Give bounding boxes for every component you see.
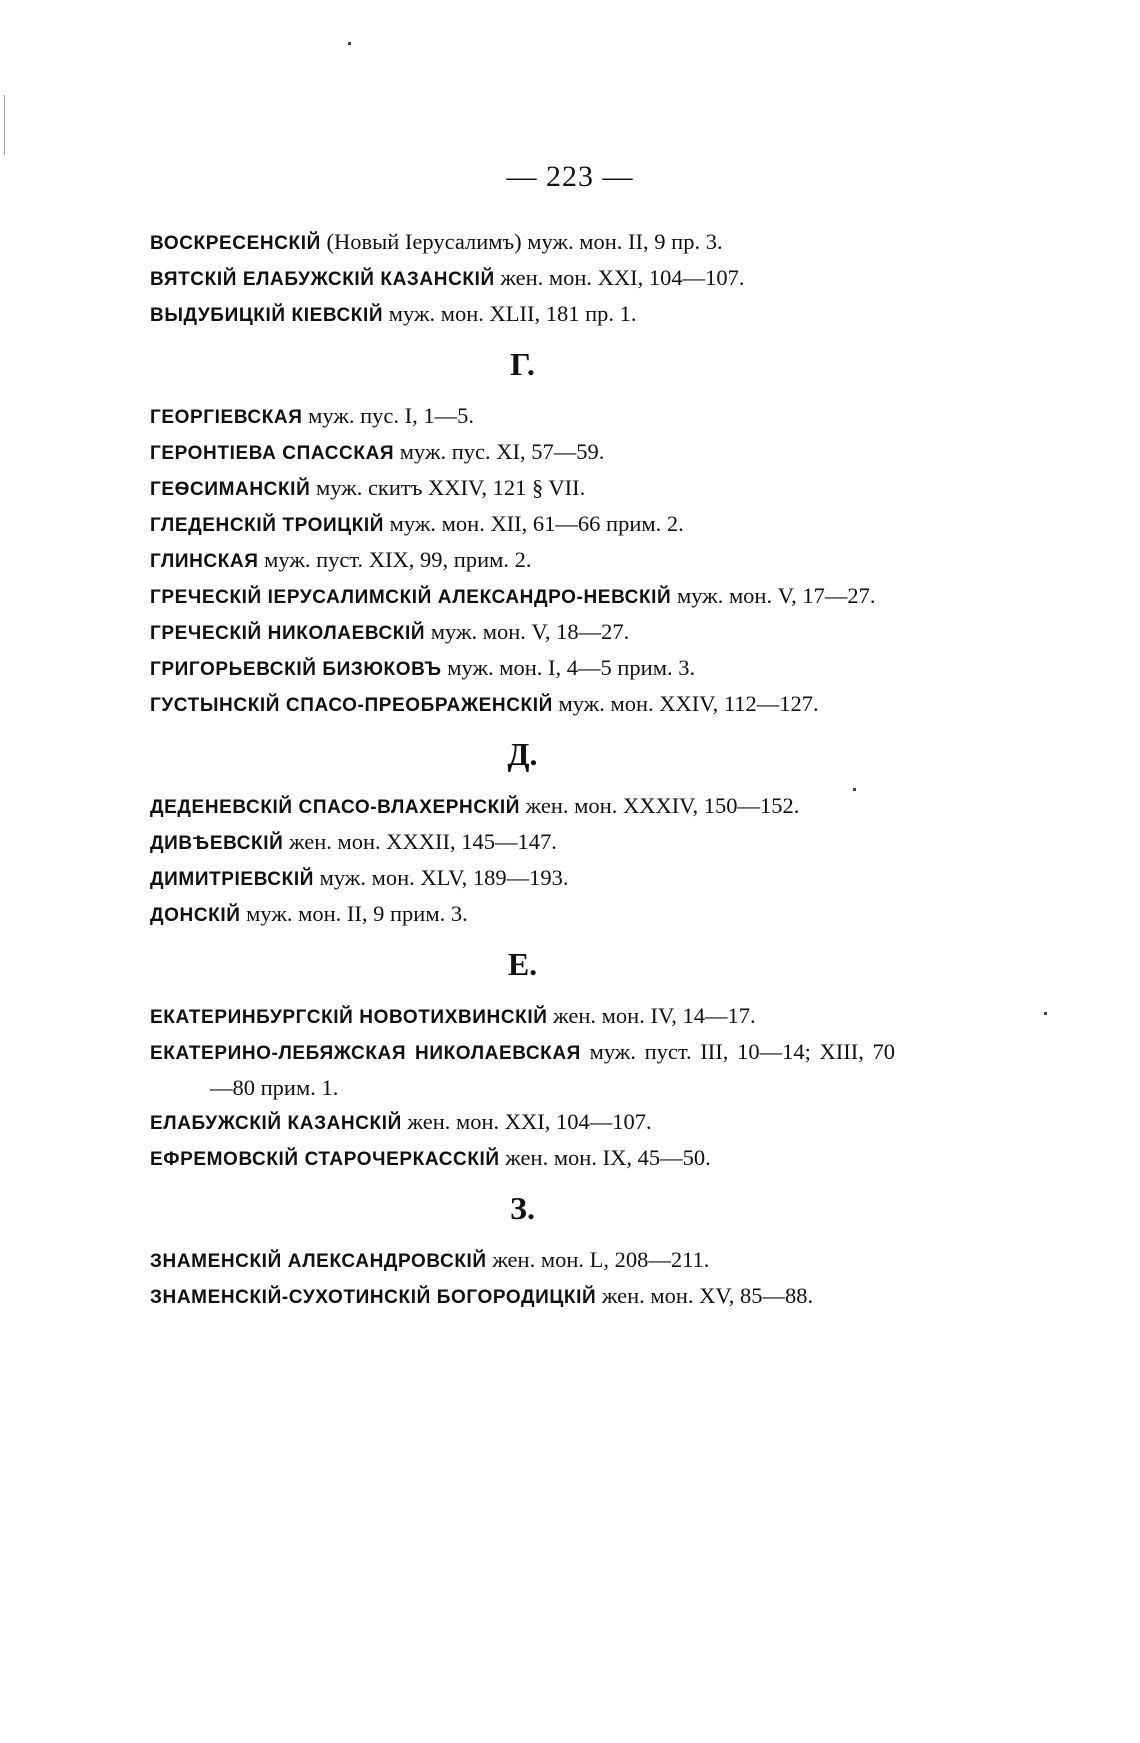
entry-description: жен. мон. IV, 14—17.: [547, 1003, 756, 1028]
index-entry: [150, 1035, 895, 1105]
index-entry: [150, 1105, 895, 1141]
index-entry: [150, 297, 895, 333]
entry-name: ВОСКРЕСЕНСКІЙ: [150, 233, 321, 254]
entry-description: жен. мон. XXXII, 145—147.: [283, 829, 557, 854]
index-entry: [150, 225, 895, 261]
entry-name: ГРЕЧЕСКІЙ ІЕРУСАЛИМСКІЙ АЛЕКСАНДРО-НЕВСКІЙ: [150, 587, 672, 608]
entry-description: жен. мон. XXI, 104—107.: [494, 265, 745, 290]
index-section: [150, 225, 895, 333]
index-entry: [150, 687, 895, 723]
section-letter-heading: З.: [510, 1190, 535, 1226]
entry-description: муж. пус. XI, 57—59.: [394, 439, 605, 464]
index-entry: [150, 1279, 895, 1315]
entry-description: жен. мон. XXXIV, 150—152.: [520, 793, 800, 818]
index-entry: [150, 651, 895, 687]
section-letter-heading: Д.: [507, 736, 538, 772]
index-entry: [150, 789, 895, 825]
entry-description: муж. мон. V, 18—27.: [425, 619, 630, 644]
entry-name: ВЫДУБИЦКІЙ КІЕВСКІЙ: [150, 305, 384, 326]
entry-description: муж. мон. XLII, 181 пр. 1.: [383, 301, 637, 326]
entry-description: муж. мон. I, 4—5 прим. 3.: [441, 655, 696, 680]
entry-name: ГРЕЧЕСКІЙ НИКОЛАЕВСКІЙ: [150, 623, 426, 644]
entry-description: жен. мон. L, 208—211.: [486, 1247, 710, 1272]
index-entry: [150, 471, 895, 507]
index-content: [150, 225, 895, 1315]
entry-name: ГУСТЫНСКІЙ СПАСО-ПРЕОБРАЖЕНСКІЙ: [150, 695, 553, 716]
entry-name: ГЛЕДЕНСКІЙ ТРОИЦКІЙ: [150, 515, 385, 536]
index-entry: [150, 543, 895, 579]
entry-description: муж. мон. XXIV, 112—127.: [552, 691, 819, 716]
entry-description: жен. мон. XXI, 104—107.: [401, 1109, 652, 1134]
index-entry: [150, 861, 895, 897]
index-entry: [150, 615, 895, 651]
index-section: [150, 347, 895, 723]
entry-description: муж. мон. XII, 61—66 прим. 2.: [384, 511, 684, 536]
scan-dot: [1044, 1012, 1047, 1015]
index-entry: [150, 1141, 895, 1177]
entry-description: муж. мон. XLV, 189—193.: [313, 865, 569, 890]
entry-name: ГЛИНСКАЯ: [150, 551, 259, 572]
entry-name: ГРИГОРЬЕВСКІЙ БИЗЮКОВЪ: [150, 659, 442, 680]
index-section: [150, 1191, 895, 1315]
entry-name: ДИВѢЕВСКІЙ: [150, 833, 284, 854]
entry-name: ЕКАТЕРИНБУРГСКІЙ НОВОТИХВИНСКІЙ: [150, 1007, 548, 1028]
entry-name: ДИМИТРІЕВСКІЙ: [150, 869, 314, 890]
entry-description: жен. мон. XV, 85—88.: [596, 1283, 814, 1308]
entry-description: (Новый Іерусалимъ) муж. мон. II, 9 пр. 3.: [320, 229, 723, 254]
entry-name: ЗНАМЕНСКІЙ-СУХОТИНСКІЙ БОГОРОДИЦКІЙ: [150, 1287, 597, 1308]
entry-description: жен. мон. IX, 45—50.: [499, 1145, 711, 1170]
entry-description: муж. пус. I, 1—5.: [302, 403, 475, 428]
entry-description: муж. пуст. XIX, 99, прим. 2.: [258, 547, 532, 572]
scan-dot: [348, 42, 351, 45]
entry-description: муж. скитъ XXIV, 121 § VII.: [310, 475, 586, 500]
entry-name: ГЕОРГІЕВСКАЯ: [150, 407, 303, 428]
scan-edge-line: [4, 95, 5, 155]
index-entry: [150, 1243, 895, 1279]
entry-name: ГЕРОНТІЕВА СПАССКАЯ: [150, 443, 395, 464]
index-entry: [150, 261, 895, 297]
entry-name: ГЕѲСИМАНСКІЙ: [150, 479, 311, 500]
index-entry: [150, 435, 895, 471]
index-entry: [150, 999, 895, 1035]
section-letter-heading: Г.: [510, 346, 535, 382]
section-letter-heading: Е.: [507, 946, 538, 982]
entry-name: ЕЛАБУЖСКІЙ КАЗАНСКІЙ: [150, 1113, 402, 1134]
index-entry: [150, 825, 895, 861]
entry-description: муж. мон. II, 9 прим. 3.: [240, 901, 468, 926]
page-number: — 223 —: [506, 160, 634, 193]
entry-name: ВЯТСКІЙ ЕЛАБУЖСКІЙ КАЗАНСКІЙ: [150, 269, 495, 290]
index-entry: [150, 897, 895, 933]
index-section: [150, 947, 895, 1177]
index-entry: [150, 579, 895, 615]
entry-name: ЕФРЕМОВСКІЙ СТАРОЧЕРКАССКІЙ: [150, 1149, 500, 1170]
entry-name: ДЕДЕНЕВСКІЙ СПАСО-ВЛАХЕРНСКІЙ: [150, 797, 521, 818]
entry-name: ДОНСКІЙ: [150, 905, 241, 926]
index-entry: [150, 507, 895, 543]
entry-name: ЗНАМЕНСКІЙ АЛЕКСАНДРОВСКІЙ: [150, 1251, 487, 1272]
entry-description: муж. мон. V, 17—27.: [671, 583, 876, 608]
index-section: [150, 737, 895, 933]
entry-description: муж. пуст. III, 10—14; XIII, 70—80 прим. 1.: [210, 1039, 895, 1100]
entry-name: ЕКАТЕРИНО-ЛЕБЯЖСКАЯ НИКОЛАЕВСКАЯ: [150, 1043, 581, 1064]
index-entry: [150, 399, 895, 435]
